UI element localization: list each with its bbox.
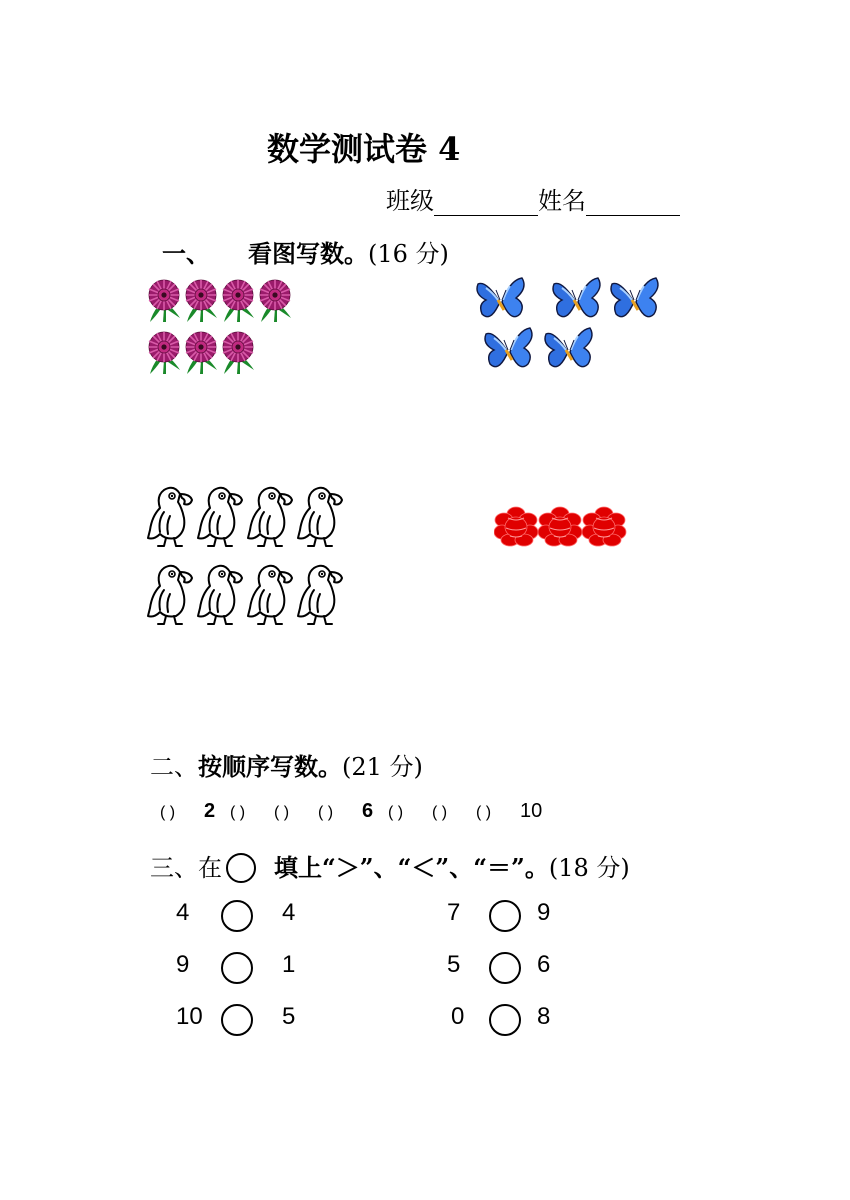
section3-prefix: 三、在 <box>150 854 222 882</box>
section3-instruction: 填上“＞”、“＜”、“＝”。 <box>274 853 549 882</box>
comparison-right: 6 <box>537 951 551 978</box>
section3-points: (18 分) <box>548 854 630 882</box>
class-label: 班级 <box>386 187 434 215</box>
butterfly-group <box>474 274 664 378</box>
comparison-item <box>447 951 587 985</box>
comparison-circle[interactable] <box>221 1004 253 1036</box>
comparison-left: 7 <box>447 899 461 926</box>
section2-heading <box>150 747 423 782</box>
red-flower-group <box>494 504 634 550</box>
class-name-line <box>386 181 680 216</box>
parrot-outline-icon <box>146 484 356 628</box>
parrot-group <box>146 484 356 628</box>
comparison-right: 4 <box>282 899 296 926</box>
section2-points: (21 分) <box>342 753 423 781</box>
section1-title: 看图写数。 <box>248 239 368 268</box>
sequence-blank[interactable]: ( ) <box>476 804 492 821</box>
section1-points: (16 分) <box>368 240 449 268</box>
comparison-item <box>176 1003 316 1037</box>
comparison-right: 5 <box>282 1003 296 1030</box>
section2-title: 按顺序写数。 <box>198 752 342 781</box>
purple-flower-icon <box>146 278 306 374</box>
red-flower-icon <box>494 504 634 550</box>
sequence-blank[interactable]: ( ) <box>160 804 176 821</box>
sequence-blank[interactable]: ( ) <box>230 804 246 821</box>
number-sequence <box>160 800 546 823</box>
circle-icon <box>226 853 256 883</box>
section1-number: 一、 <box>162 239 210 268</box>
comparison-right: 8 <box>537 1003 551 1030</box>
purple-flower-group <box>146 278 306 374</box>
comparison-left: 5 <box>447 951 461 978</box>
comparison-left: 0 <box>451 1003 465 1030</box>
class-blank[interactable] <box>434 189 538 216</box>
comparison-item <box>447 899 587 933</box>
section2-number: 二、 <box>150 753 198 781</box>
comparison-circle[interactable] <box>489 1004 521 1036</box>
sequence-blank[interactable]: ( ) <box>274 804 290 821</box>
comparison-left: 4 <box>176 899 190 926</box>
comparison-right: 9 <box>537 899 551 926</box>
name-blank[interactable] <box>586 189 680 216</box>
section3-heading <box>150 848 630 885</box>
sequence-number: 6 <box>362 800 374 822</box>
comparison-item <box>176 951 316 985</box>
sequence-number: 2 <box>204 800 216 822</box>
comparison-circle[interactable] <box>221 900 253 932</box>
blue-butterfly-icon <box>474 274 664 378</box>
sequence-blank[interactable]: ( ) <box>432 804 448 821</box>
comparison-left: 9 <box>176 951 190 978</box>
comparison-left: 10 <box>176 1003 203 1030</box>
sequence-number: 10 <box>520 800 543 822</box>
comparison-item <box>176 899 316 933</box>
comparison-right: 1 <box>282 951 296 978</box>
sequence-blank[interactable]: ( ) <box>318 804 334 821</box>
comparison-circle[interactable] <box>489 952 521 984</box>
name-label: 姓名 <box>538 187 586 215</box>
comparison-circle[interactable] <box>489 900 521 932</box>
page-title: 数学测试卷 4 <box>267 130 461 168</box>
sequence-blank[interactable]: ( ) <box>388 804 404 821</box>
comparison-item <box>447 1003 587 1037</box>
comparison-circle[interactable] <box>221 952 253 984</box>
section1-heading <box>162 234 449 269</box>
